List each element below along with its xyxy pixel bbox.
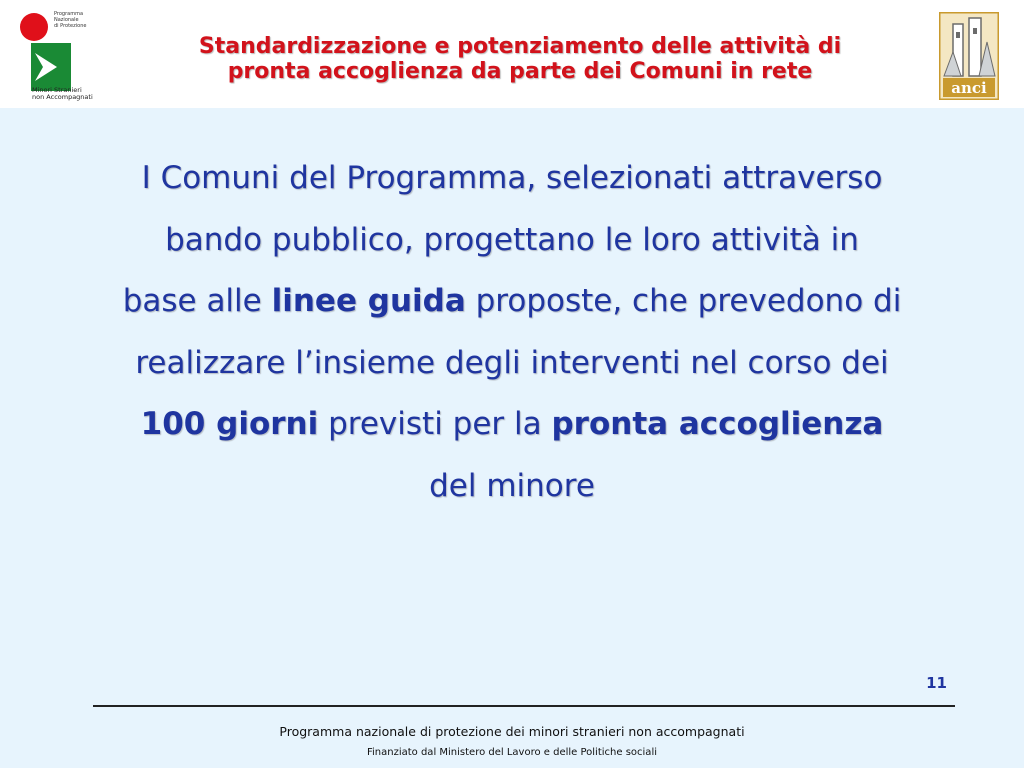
body-line [62, 210, 962, 272]
footer-divider [93, 705, 955, 707]
body-text-run: base alle [122, 283, 272, 319]
body-emphasis: 100 giorni [140, 406, 319, 442]
body-paragraph [62, 148, 962, 517]
body-text-run: del minore [429, 467, 595, 504]
logo-small-text: Programma Nazionale di Protezione [54, 11, 87, 29]
title-line-1: Standardizzazione e potenziamento delle attività di [198, 34, 842, 59]
body-emphasis: linee guida [271, 283, 466, 319]
programma-logo-icon [19, 10, 99, 100]
body-line [62, 271, 962, 333]
slide-title [130, 34, 910, 84]
body-line [62, 333, 962, 395]
footer-program-name: Programma nazionale di protezione dei minori stranieri non accompagnati [279, 724, 745, 739]
body-text-run: realizzare l’insieme degli interventi nel corso dei [135, 344, 889, 381]
body-text-run: bando pubblico, progettano le loro attività in [165, 221, 859, 258]
page-number: 11 [926, 674, 947, 692]
green-arrow-icon [31, 43, 71, 91]
body-text-run: proposte, che prevedono di [465, 283, 902, 319]
slide-header [0, 0, 1024, 108]
body-emphasis: pronta accoglienza [551, 406, 884, 442]
body-line [62, 394, 962, 456]
body-line [62, 456, 962, 518]
footer-funding-note: Finanziato dal Ministero del Lavoro e delle Politiche sociali [366, 747, 657, 758]
body-text-run: I Comuni del Programma, selezionati attraverso [141, 160, 883, 196]
anci-logo-text: anci [951, 79, 987, 97]
logo-caption: Minori Stranieri non Accompagnati [32, 86, 93, 101]
anci-logo-icon [939, 12, 999, 100]
body-text-run: previsti per la [318, 406, 552, 442]
title-line-2: pronta accoglienza da parte dei Comuni in rete [227, 59, 813, 84]
body-line [62, 148, 962, 210]
red-dot-icon [20, 13, 48, 41]
